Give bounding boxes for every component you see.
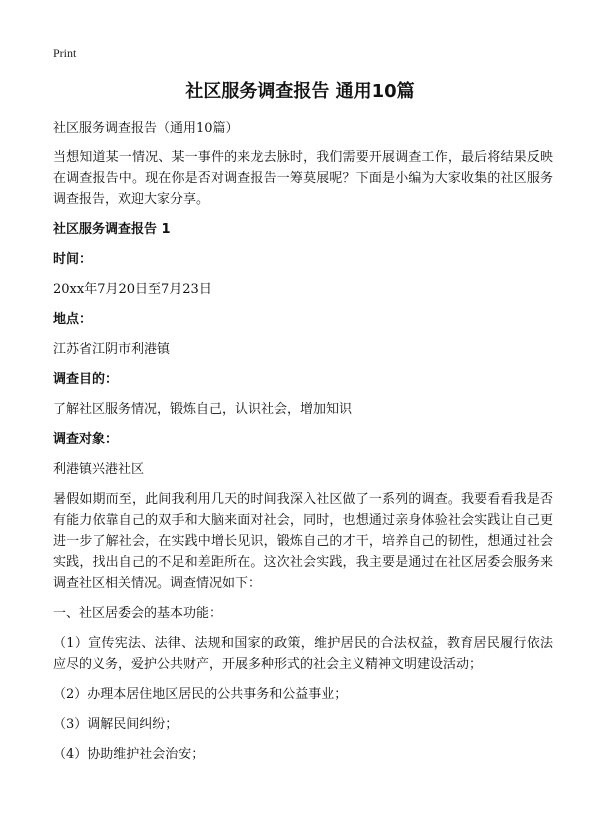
body-paragraph: （1）宣传宪法、法律、法规和国家的政策，维护居民的合法权益，教育居民履行依法应尽的义务，爱护公共财产，开展多种形式的社会主义精神文明建设活动； [53, 636, 553, 672]
field-label-location: 地点： [53, 312, 93, 327]
field-label-purpose: 调查目的： [53, 372, 119, 387]
field-label-subject: 调查对象： [53, 432, 119, 447]
field-value-location: 江苏省江阴市利港镇 [53, 342, 171, 357]
body-paragraph: 一、社区居委会的基本功能： [53, 606, 223, 621]
print-label: Print [53, 46, 77, 60]
body-paragraph: （3）调解民间纠纷； [53, 717, 179, 732]
field-label-time: 时间： [53, 252, 93, 267]
body-paragraph: 暑假如期而至，此间我利用几天的时间我深入社区做了一系列的调查。我要看看我是否有能力依靠自己的双手和大脑来面对社会，同时，也想通过亲身体验社会实践让自己更进一步了解社会，在实践中增长见识，锻炼自己的才干，培养自己的韧性，想通过社会实践，找出自己的不足和差距所在。这次社会实践，我主要是通过在社区居委会服务来调查社区相关情况。调查情况如下： [53, 492, 553, 591]
field-value-subject: 利港镇兴港社区 [53, 462, 145, 477]
field-value-time: 20xx年7月20日至7月23日 [53, 282, 212, 297]
field-value-purpose: 了解社区服务情况，锻炼自己，认识社会，增加知识 [53, 402, 353, 417]
document-title: 社区服务调查报告 通用10篇 [185, 81, 415, 102]
document-subtitle: 社区服务调查报告（通用10篇） [53, 121, 239, 136]
body-paragraph: （2）办理本居住地区居民的公共事务和公益事业； [53, 687, 348, 702]
section-heading: 社区服务调查报告 1 [53, 222, 171, 237]
document-content [53, 118, 553, 774]
body-paragraph: （4）协助维护社会治安； [53, 747, 205, 762]
intro-paragraph: 当想知道某一情况、某一事件的来龙去脉时，我们需要开展调查工作，最后将结果反映在调查报告中。现在你是否对调查报告一筹莫展呢？下面是小编为大家收集的社区服务调查报告，欢迎大家分享。 [53, 150, 553, 207]
